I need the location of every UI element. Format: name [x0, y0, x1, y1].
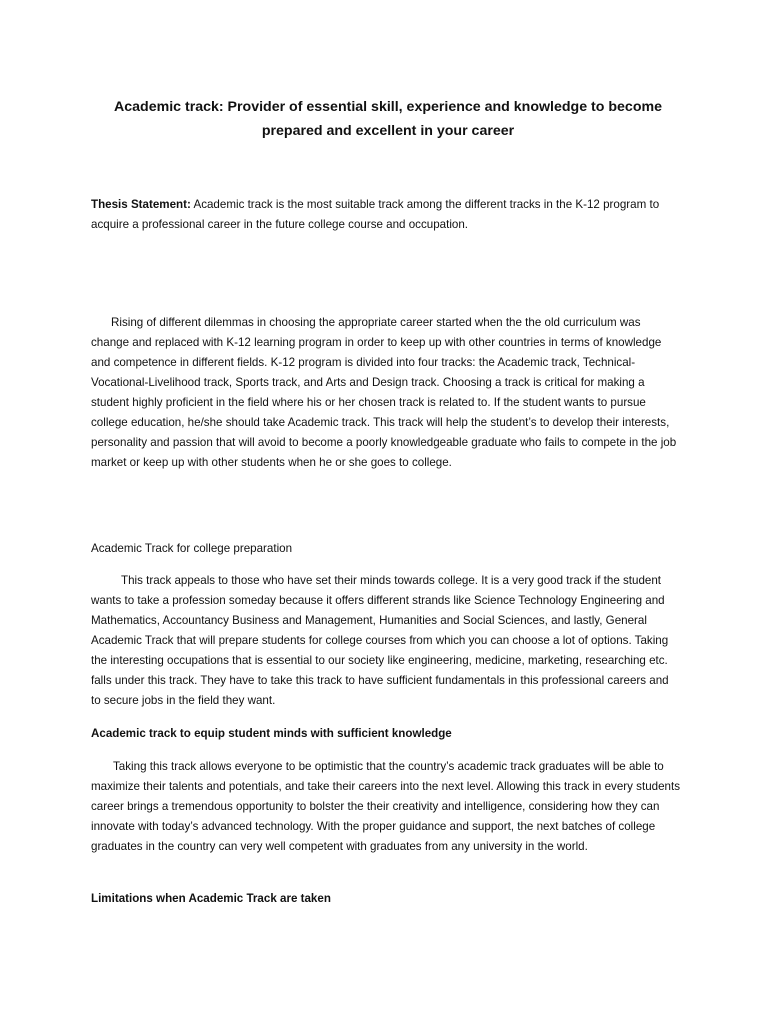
- body-paragraph-college-preparation: This track appeals to those who have set their minds towards college. It is a very good track if the student wants to take a profession someday because it offers different strands like Science Technology Engineering and Mathematics, Accountancy Business and Management, Humanities and Social Sciences, and lastly, General Academic Track that will prepare students for college courses from which you can choose a lot of options. Taking the interesting occupations that is essential to our society like engineering, medicine, marketing, researching etc. falls under this track. They have to take this track to have sufficient fundamentals in this professional careers and to secure jobs in the field they want.: [91, 574, 669, 707]
- thesis-text: Academic track is the most suitable track among the different tracks in the K-12 program to acquire a professional career in the future college course and occupation.: [91, 198, 660, 231]
- thesis-label: Thesis Statement:: [91, 198, 191, 211]
- section-heading-college-preparation: Academic Track for college preparation: [91, 542, 293, 555]
- document-title: Academic track: Provider of essential skill, experience and knowledge to become prepared and excellent in your career: [114, 99, 662, 139]
- body-paragraph-intro: Rising of different dilemmas in choosing the appropriate career started when the the old curriculum was change and replaced with K-12 learning program in order to keep up with other countries in terms of knowledge and competence in different fields. K-12 program is divided into four tracks: the Academic track, Technical-Vocational-Livelihood track, Sports track, and Arts and Design track. Choosing a track is critical for making a student highly proficient in the field where his or her chosen track is related to. If the student wants to pursue college education, he/she should take Academic track. This track will help the student’s to develop their interests, personality and passion that will avoid to become a poorly knowledgeable graduate who fails to compete in the job market or keep up with other students when he or she goes to college.: [91, 316, 677, 469]
- thesis-statement: [91, 195, 681, 235]
- section-heading-sufficient-knowledge: Academic track to equip student minds with sufficient knowledge: [91, 727, 452, 740]
- section-heading-limitations: Limitations when Academic Track are taken: [91, 892, 331, 905]
- body-paragraph-sufficient-knowledge: Taking this track allows everyone to be optimistic that the country’s academic track graduates will be able to maximize their talents and potentials, and take their careers into the next level. Allowing this track in every students career brings a tremendous opportunity to bolster the their creativity and intelligence, considering how they can innovate with today’s advanced technology. With the proper guidance and support, the next batches of college graduates in the country can very well competent with graduates from any university in the world.: [91, 760, 681, 853]
